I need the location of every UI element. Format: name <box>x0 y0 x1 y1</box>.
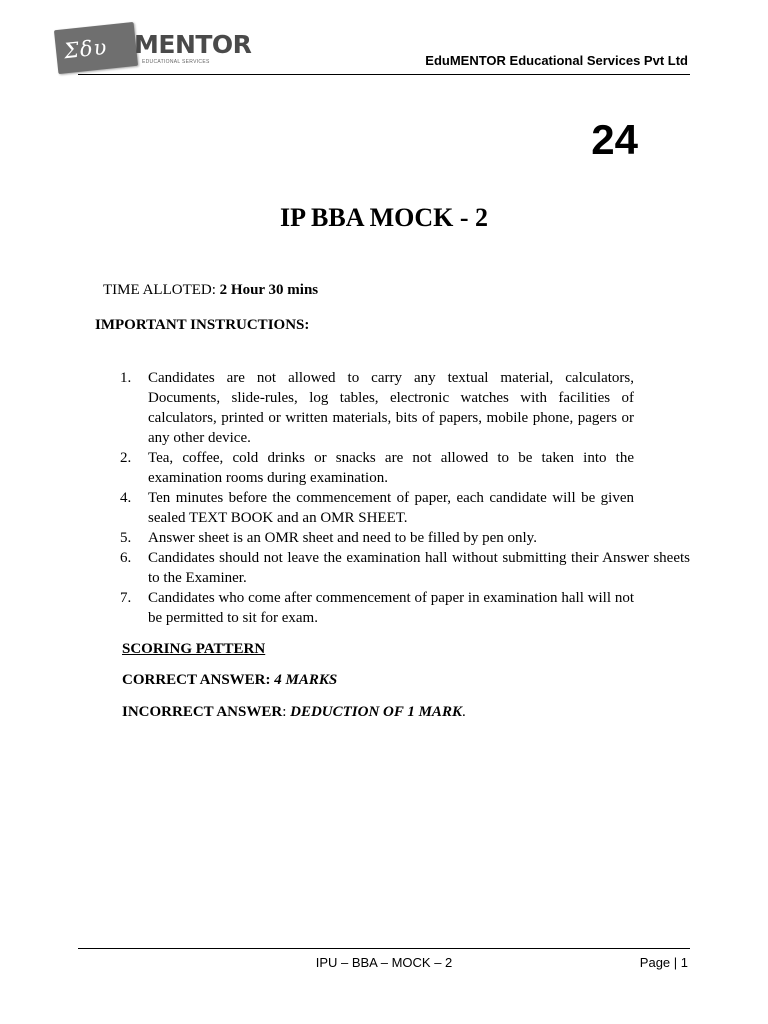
item-text: Tea, coffee, cold drinks or snacks are not allowed to be taken into the examination rooms during examination. <box>148 450 634 486</box>
footer-rule <box>78 948 690 949</box>
incorrect-answer-end: . <box>461 704 466 720</box>
time-allotted <box>103 282 318 299</box>
instructions-heading: IMPORTANT INSTRUCTIONS: <box>95 317 310 333</box>
time-value: 2 Hour 30 mins <box>219 282 319 298</box>
correct-answer-label: CORRECT ANSWER: <box>122 672 275 688</box>
incorrect-answer-label: INCORRECT ANSWER <box>122 704 283 720</box>
correct-answer-value: 4 MARKS <box>274 672 338 688</box>
incorrect-answer-line <box>122 704 466 721</box>
item-number: 4. <box>120 490 132 506</box>
logo-subtitle: EDUCATIONAL SERVICES <box>142 59 210 65</box>
list-item <box>120 548 690 588</box>
item-number: 5. <box>120 530 132 546</box>
company-name: EduMENTOR Educational Services Pvt Ltd <box>425 53 688 68</box>
paper-number: 24 <box>591 116 638 163</box>
incorrect-answer-value: DEDUCTION OF 1 MARK <box>290 704 462 720</box>
item-number: 1. <box>120 370 132 386</box>
list-item <box>120 488 690 528</box>
scoring-heading: SCORING PATTERN <box>122 641 266 657</box>
footer-title: IPU – BBA – MOCK – 2 <box>315 955 453 970</box>
item-text: Ten minutes before the commencement of paper, each candidate will be given sealed TEXT BOOK and an OMR SHEET. <box>148 490 634 526</box>
list-item <box>120 588 690 628</box>
list-item <box>120 368 690 448</box>
header-rule <box>78 74 690 75</box>
item-text: Candidates are not allowed to carry any textual material, calculators, Documents, slide-rules, log tables, electronic watches with facilities of calculators, printed or written materials, bits of papers, mobile phone, pagers or any other device. <box>148 370 634 446</box>
logo-wordmark: MENTOR <box>134 30 252 59</box>
edumentor-logo <box>56 24 252 72</box>
incorrect-answer-separator: : <box>282 704 291 720</box>
item-number: 6. <box>120 550 132 566</box>
list-item <box>120 448 690 488</box>
item-number: 2. <box>120 450 132 466</box>
list-item <box>120 528 690 548</box>
item-text: Answer sheet is an OMR sheet and need to be filled by pen only. <box>148 530 537 546</box>
item-number: 7. <box>120 590 132 606</box>
page-title: IP BBA MOCK - 2 <box>279 203 488 232</box>
footer-page-number: Page | 1 <box>639 955 688 970</box>
logo-badge <box>54 22 138 74</box>
time-label: TIME ALLOTED: <box>103 282 220 298</box>
item-text: Candidates who come after commencement of paper in examination hall will not be permitted to sit for exam. <box>148 590 634 626</box>
logo-greek-text: Σδυ <box>62 34 109 64</box>
item-text: Candidates should not leave the examination hall without submitting their Answer sheets to the Examiner. <box>148 550 690 586</box>
correct-answer-line <box>122 672 337 689</box>
instructions-list <box>120 368 690 628</box>
